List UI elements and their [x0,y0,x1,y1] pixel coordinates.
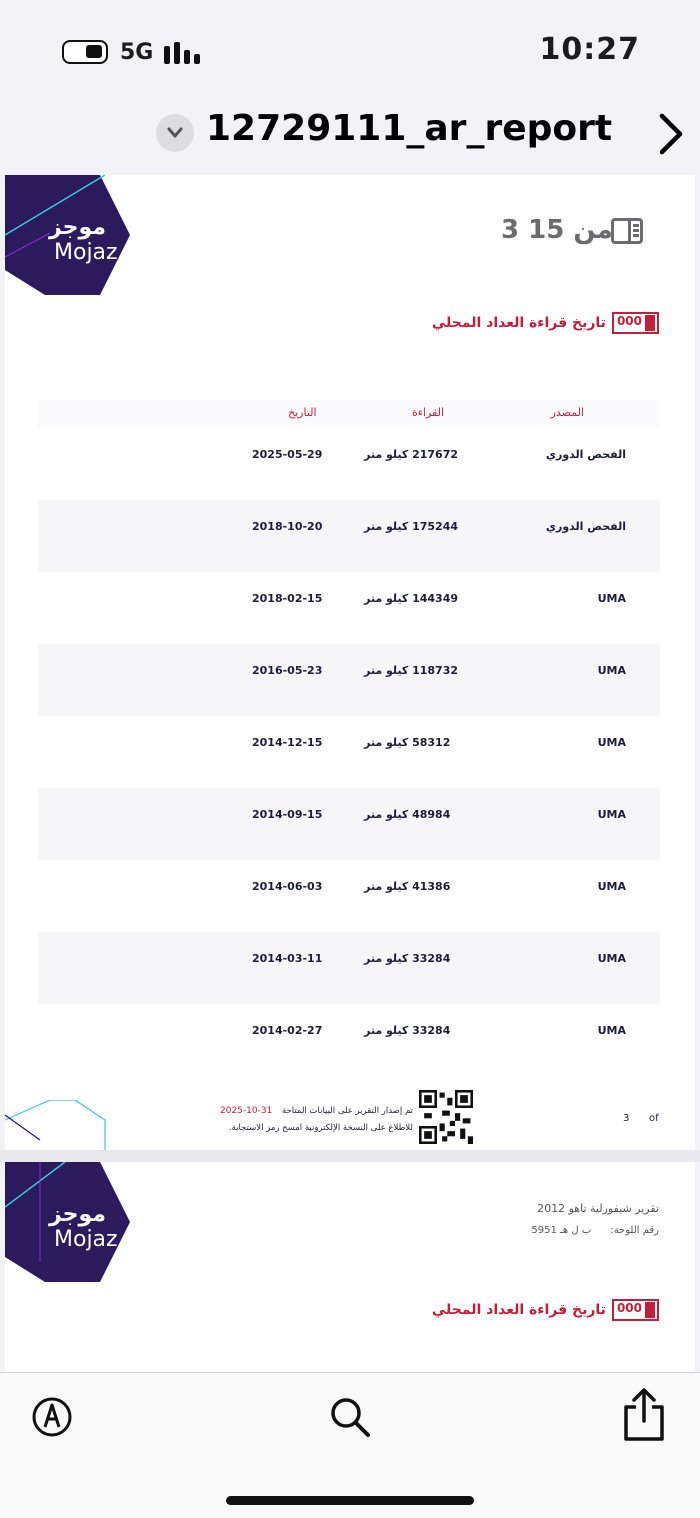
network-label: 5G [120,40,154,65]
table-row [38,788,660,860]
section-title-text: تاريخ قراءة العداد المحلي [431,1302,606,1318]
table-row [38,500,660,572]
header-date: التاريخ [288,406,317,419]
cell-date: 2025-05-29 [252,448,323,461]
cell-source: UMA [597,952,626,965]
document-title[interactable]: 12729111_ar_report [206,108,613,149]
cell-source: الفحص الدوري [545,448,626,461]
table-row [38,860,660,932]
battery-icon [62,40,108,64]
chevron-down-icon [166,126,184,140]
next-document-button[interactable] [656,112,686,160]
footer-decoration [5,1100,115,1150]
chevron-right-icon [656,112,686,156]
table-row [38,572,660,644]
header-reading: القراءة [412,406,445,419]
section-title [432,1299,659,1321]
section-title-text: تاريخ قراءة العداد المحلي [431,315,606,331]
cell-source: الفحص الدوري [545,520,626,533]
logo-arabic-text: موجز [49,1202,106,1227]
vehicle-title: تقرير شيفورلية تاهو 2012 [537,1202,659,1215]
table-row [38,644,660,716]
table-row [38,716,660,788]
markup-button[interactable] [30,1395,74,1443]
markup-pen-icon [30,1395,74,1439]
cell-reading: 217672 كيلو متر [364,448,459,461]
issued-text: تم إصدار التقرير على البيانات المتاحة [281,1106,413,1116]
cell-source: UMA [597,592,626,605]
cell-date: 2014-09-15 [252,808,323,821]
page-separator [0,1150,700,1162]
cell-reading: 118732 كيلو متر [364,664,459,677]
share-icon [622,1387,666,1443]
cell-reading: 144349 كيلو متر [364,592,459,605]
odometer-icon: 000 [612,312,659,334]
search-icon [328,1395,372,1439]
cell-reading: 33284 كيلو متر [364,1024,451,1037]
sidebar-toggle-icon[interactable] [611,218,643,244]
cell-date: 2018-02-15 [252,592,323,605]
page-of-label: of [649,1113,659,1124]
odometer-table [38,400,660,1076]
cell-date: 2016-05-23 [252,664,323,677]
cell-reading: 33284 كيلو متر [364,952,451,965]
home-indicator[interactable] [226,1496,474,1505]
pdf-page-4 [5,1162,695,1372]
share-button[interactable] [622,1387,666,1447]
cell-source: UMA [597,808,626,821]
clock: 10:27 [539,32,640,67]
table-row [38,428,660,500]
cell-date: 2014-06-03 [252,880,323,893]
qr-code [419,1090,473,1144]
odometer-icon: 000 [612,1299,659,1321]
plate-number [531,1225,659,1236]
logo-arabic-text: موجز [49,215,106,240]
search-button[interactable] [328,1395,372,1443]
pdf-page-3 [5,175,695,1150]
cell-source: UMA [597,880,626,893]
table-row [38,1004,660,1076]
table-row [38,932,660,1004]
table-header [38,400,660,428]
section-title [432,312,659,334]
page-indicator: 3 من 15 [501,215,613,245]
signal-icon [164,40,200,64]
cell-reading: 175244 كيلو متر [364,520,459,533]
plate-label: رقم اللوحة: [610,1225,659,1236]
cell-reading: 58312 كيلو متر [364,736,451,749]
logo-english-text: Mojaz [54,240,118,265]
cell-source: UMA [597,1024,626,1037]
cell-source: UMA [597,664,626,677]
bottom-toolbar [0,1372,700,1518]
cell-date: 2014-02-27 [252,1024,323,1037]
cell-date: 2014-03-11 [252,952,323,965]
status-bar [0,0,700,96]
cell-date: 2018-10-20 [252,520,323,533]
page-number: 3 [623,1113,630,1124]
cell-reading: 41386 كيلو متر [364,880,451,893]
cell-reading: 48984 كيلو متر [364,808,451,821]
logo-english-text: Mojaz [54,1227,118,1252]
header-source: المصدر [550,406,584,419]
cell-source: UMA [597,736,626,749]
issued-date: 2025-10-31 [220,1106,273,1116]
title-menu-button[interactable] [156,114,194,152]
cell-date: 2014-12-15 [252,736,323,749]
plate-value: ب ل هـ 5951 [531,1225,592,1236]
scan-text: للاطلاع على النسخة الإلكترونية امسح رمز الاستجابة. [228,1123,413,1133]
